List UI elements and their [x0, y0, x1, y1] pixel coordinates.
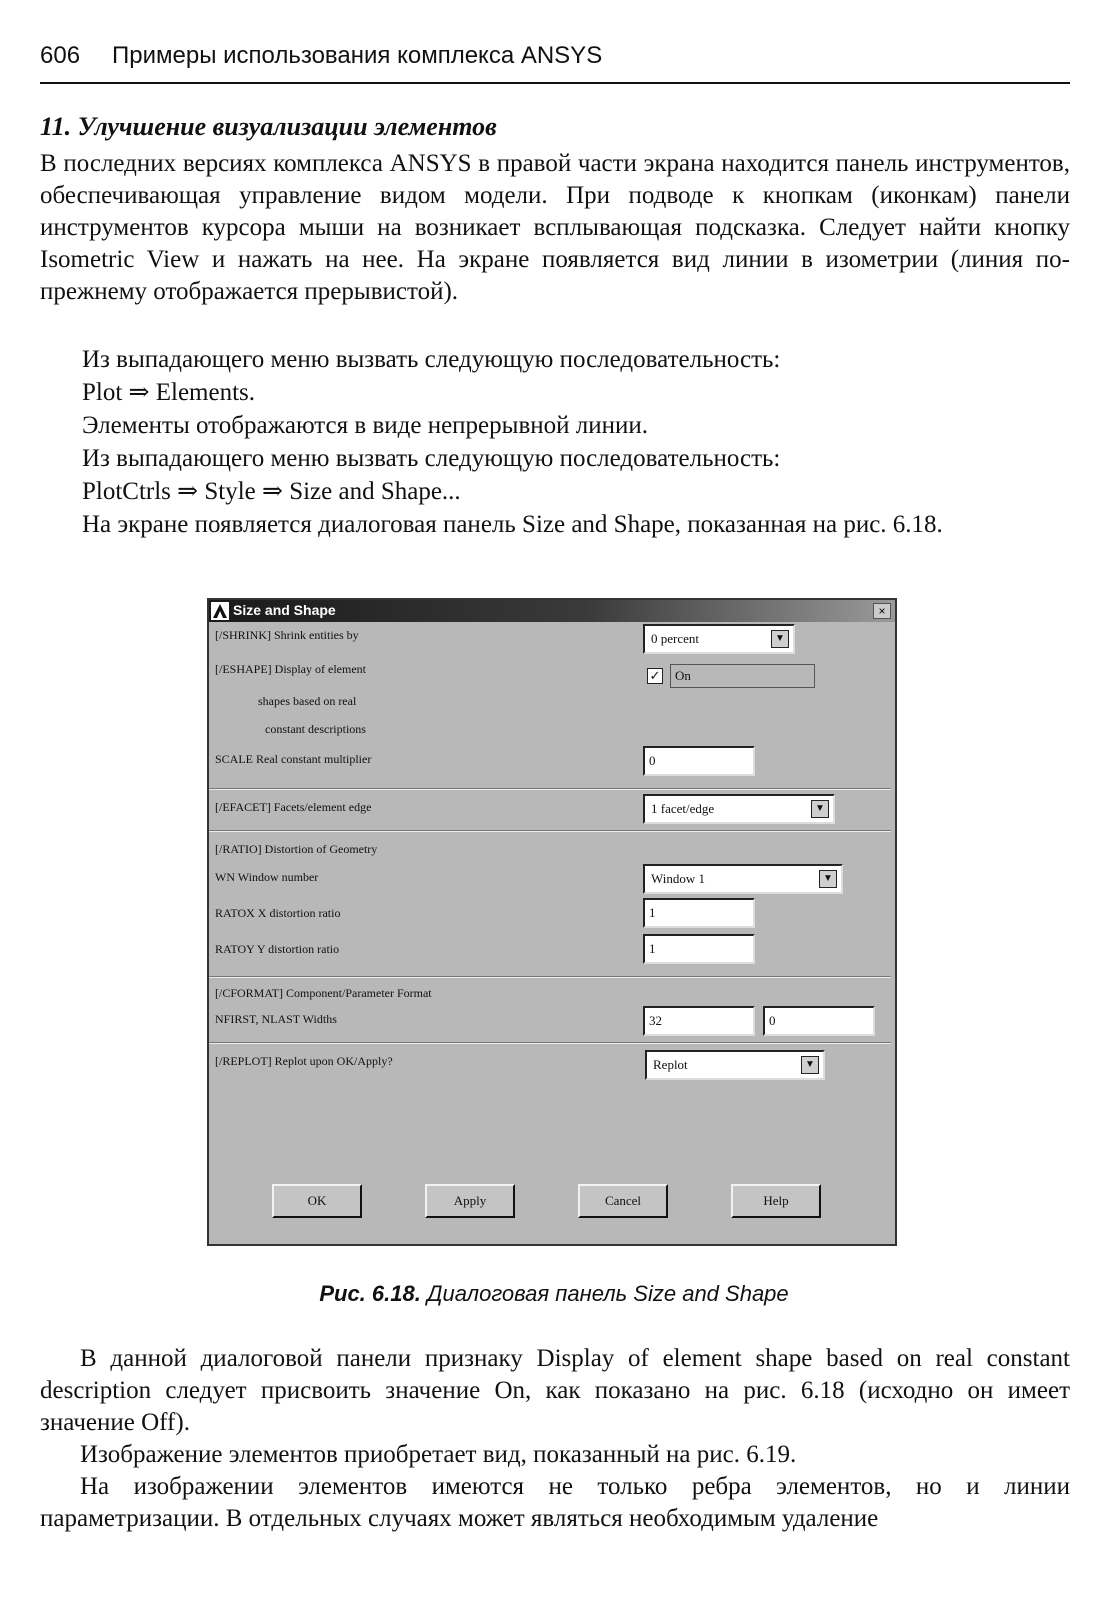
ratoy-input[interactable]: 1: [643, 934, 755, 964]
wn-label: WN Window number: [215, 870, 319, 884]
efacet-select[interactable]: [643, 794, 835, 824]
divider: [209, 830, 891, 832]
apply-button[interactable]: Apply: [425, 1184, 515, 1218]
scale-input[interactable]: 0: [643, 746, 755, 776]
chevron-down-icon[interactable]: ▼: [819, 870, 837, 888]
efacet-label: [/EFACET] Facets/element edge: [215, 800, 372, 814]
nfirst-input[interactable]: 32: [643, 1006, 755, 1036]
ratox-label: RATOX X distortion ratio: [215, 906, 341, 920]
eshape-label-3: constant descriptions: [265, 722, 366, 736]
chevron-down-icon[interactable]: ▼: [771, 630, 789, 648]
text-line: Элементы отображаются в виде непрерывной линии.: [82, 412, 648, 439]
replot-value: Replot: [653, 1057, 688, 1072]
chevron-down-icon[interactable]: ▼: [801, 1056, 819, 1074]
paragraph-4: На изображении элементов имеются не только ребра элементов, но и линии параметризации. В отдельных случаях может являться необходимым удаление: [40, 1473, 1070, 1532]
replot-select[interactable]: [645, 1050, 825, 1080]
caption-number: Рис. 6.18.: [319, 1281, 421, 1306]
text-line: Plot ⇒ Elements.: [82, 379, 256, 406]
chevron-down-icon[interactable]: ▼: [811, 800, 829, 818]
divider: [209, 788, 891, 790]
eshape-value[interactable]: On: [670, 664, 815, 688]
dialog-title: Size and Shape: [233, 602, 336, 618]
close-icon[interactable]: ×: [873, 603, 891, 619]
ansys-logo-icon: [211, 602, 229, 620]
divider: [209, 976, 891, 978]
nlast-input[interactable]: 0: [763, 1006, 875, 1036]
ratox-input[interactable]: 1: [643, 898, 755, 928]
shrink-label: [/SHRINK] Shrink entities by: [215, 628, 359, 642]
running-title: Примеры использования комплекса ANSYS: [112, 42, 603, 69]
figure-caption: [0, 1281, 1108, 1307]
efacet-value: 1 facet/edge: [651, 801, 715, 816]
window-value: Window 1: [651, 871, 705, 886]
help-button[interactable]: Help: [731, 1184, 821, 1218]
page-number: 606: [40, 42, 81, 69]
eshape-label-2: shapes based on real: [258, 694, 357, 708]
paragraph-2: В данной диалоговой панели признаку Display of element shape based on real constant description следует присвоить значение On, как показано на рис. 6.18 (исходно он имеет значение Off).: [40, 1345, 1070, 1436]
paragraph-3: Изображение элементов приобретает вид, показанный на рис. 6.19.: [80, 1441, 797, 1468]
window-select[interactable]: [643, 864, 843, 894]
text-line: На экране появляется диалоговая панель Size and Shape, показанная на рис. 6.18.: [82, 511, 943, 538]
ok-button[interactable]: OK: [272, 1184, 362, 1218]
caption-text: Диалоговая панель Size and Shape: [426, 1281, 789, 1306]
eshape-checkbox[interactable]: ✓: [647, 668, 663, 684]
section-title: 11. Улучшение визуализации элементов: [40, 112, 497, 141]
divider: [209, 1042, 891, 1044]
ratio-label: [/RATIO] Distortion of Geometry: [215, 842, 378, 856]
shrink-value: 0 percent: [651, 631, 700, 646]
page-header: [40, 40, 1070, 84]
cancel-button[interactable]: Cancel: [578, 1184, 668, 1218]
paragraph-1: В последних версиях комплекса ANSYS в правой части экрана находится панель инструментов, обеспечивающая управление видом модели. При подводе к кнопкам (иконкам) панели инструментов курсора мыши на возникает всплывающая подсказка. Следует найти кнопку Isometric View и нажать на нее. На экране появляется вид линии в изометрии (линия по-прежнему отображается прерывистой).: [40, 150, 1070, 305]
ratoy-label: RATOY Y distortion ratio: [215, 942, 340, 956]
replot-label: [/REPLOT] Replot upon OK/Apply?: [215, 1054, 393, 1068]
dialog-titlebar[interactable]: [209, 600, 895, 622]
nfirst-label: NFIRST, NLAST Widths: [215, 1012, 337, 1026]
shrink-select[interactable]: [643, 624, 795, 654]
scale-label: SCALE Real constant multiplier: [215, 752, 372, 766]
text-line: Из выпадающего меню вызвать следующую последовательность:: [82, 346, 781, 373]
eshape-label: [/ESHAPE] Display of element: [215, 662, 366, 676]
text-line: Из выпадающего меню вызвать следующую последовательность:: [82, 445, 781, 472]
text-line: PlotCtrls ⇒ Style ⇒ Size and Shape...: [82, 478, 461, 505]
cformat-label: [/CFORMAT] Component/Parameter Format: [215, 986, 432, 1000]
